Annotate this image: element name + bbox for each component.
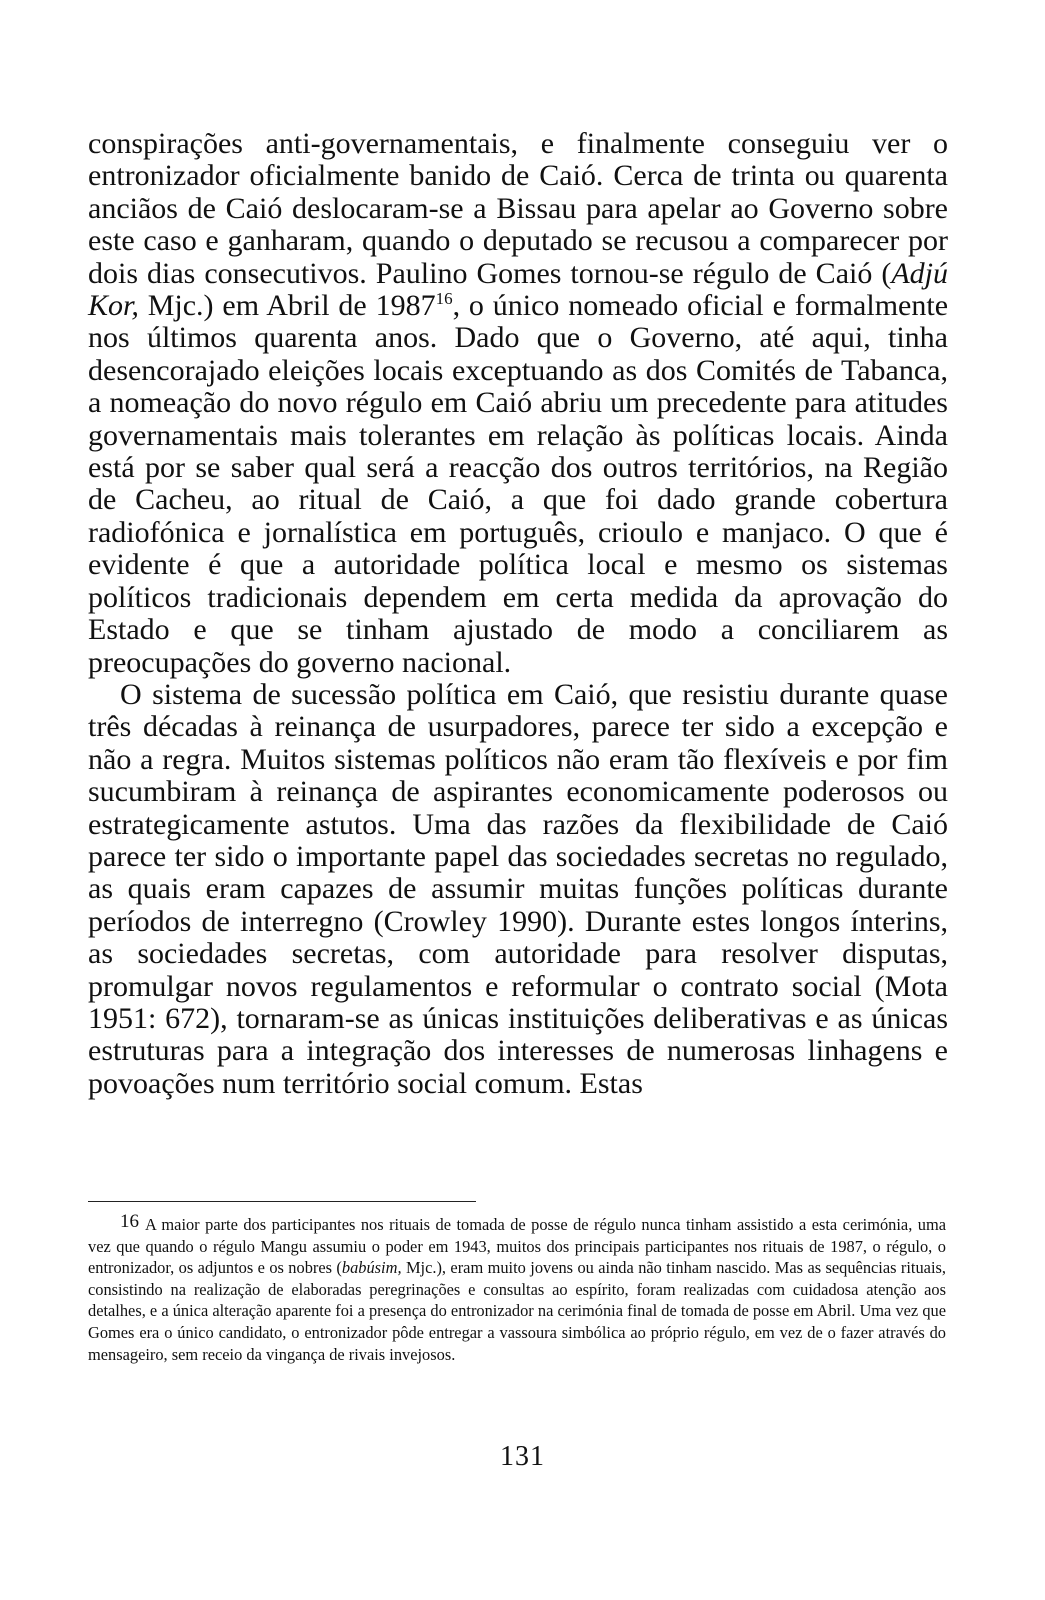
footnote-paragraph	[88, 1211, 946, 1365]
paragraph-1-text-c: , o único nomeado oficial e formalmente nos últimos quarenta anos. Dado que o Governo, até aqui, tinha desencorajado eleições locais exceptuando as dos Comités de Tabanca, a nomeação do novo régulo em Caió abriu um precedente para atitudes governamentais mais tolerantes em relação às políticas locais. Ainda está por se saber qual será a reacção dos outros territórios, na Região de Cacheu, ao ritual de Caió, a que foi dado grande cobertura radiofónica e jornalística em português, crioulo e manjaco. O que é evidente é que a autoridade política local e mesmo os sistemas políticos tradicionais dependem em certa medida da aprovação do Estado e que se tinham ajustado de modo a conciliarem as preocupações do governo nacional.	[88, 289, 949, 679]
term-babusim: babúsim,	[341, 1258, 402, 1278]
main-text	[88, 128, 948, 1100]
footnote	[88, 1211, 946, 1365]
footnote-text-b: Mjc.), eram muito jovens ou ainda não tinham nascido. Mas as sequências rituais, consistindo na realização de elaboradas peregrinações e consultas ao espírito, foram realizadas com cuidadosa atenção aos detalhes, e a única alteração aparente foi a presença do entronizador na cerimónia final de tomada de posse em Abril. Uma vez que Gomes era o único candidato, o entronizador pôde entregar a vassoura simbólica ao próprio régulo, em vez de o fazer através do mensageiro, sem receio da vingança de rivais invejosos.	[88, 1258, 946, 1364]
paragraph-1-text-b: Mjc.) em Abril de 1987	[138, 289, 436, 323]
paragraph-1-text-a: conspirações anti-governamentais, e finalmente conseguiu ver o entronizador oficialmente banido de Caió. Cerca de trinta ou quarenta anciãos de Caió deslocaram-se a Bissau para apelar ao Governo sobre este caso e ganharam, quando o deputado se recusou a comparecer por dois dias consecutivos. Paulino Gomes tornou-se régulo de Caió (	[88, 127, 948, 290]
footnote-text-a: A maior parte dos participantes nos rituais de tomada de posse de régulo nunca tinham assistido a esta cerimónia, uma vez que quando o régulo Mangu assumiu o poder em 1943, muitos dos principais participantes nos rituais de 1987, o régulo, o entronizador, os adjuntos e os nobres (	[88, 1215, 946, 1278]
footnote-marker: 16	[120, 1211, 139, 1232]
footnote-divider	[88, 1201, 476, 1202]
page-number: 131	[500, 1441, 545, 1472]
term-adju-kor: Adjú Kor,	[88, 256, 948, 323]
paragraph-2: O sistema de sucessão política em Caió, que resistiu durante quase três décadas à reinança de usurpadores, parece ter sido a excepção e não a regra. Muitos sistemas políticos não eram tão flexíveis e por fim sucumbiram à reinança de aspirantes economicamente poderosos ou estrategicamente astutos. Uma das razões da flexibilidade de Caió parece ter sido o importante papel das sociedades secretas no regulado, as quais eram capazes de assumir muitas funções políticas durante períodos de interregno (Crowley 1990). Durante estes longos ínterins, as sociedades secretas, com autoridade para resolver disputas, promulgar novos regulamentos e reformular o contrato social (Mota 1951: 672), tornaram-se as únicas instituições deliberativas e as únicas estruturas para a integração dos interesses de numerosas linhagens e povoações num território social comum. Estas	[88, 677, 948, 1100]
paragraph-1	[88, 128, 948, 679]
footnote-reference[interactable]: 16	[435, 289, 453, 309]
